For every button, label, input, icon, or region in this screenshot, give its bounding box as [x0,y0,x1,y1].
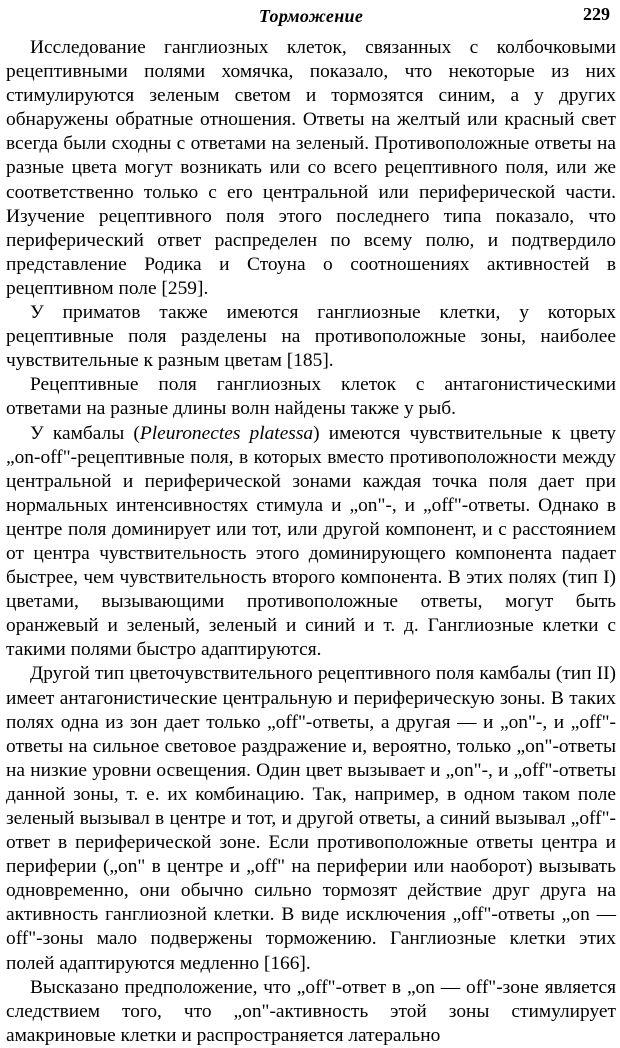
species-name: Pleuronectes platessa [139,422,314,444]
paragraph-flounder-type-2: Другой тип цветочувствительного рецептивного поля камбалы (тип II) имеет антагонистические центральную и периферическую зоны. В таких полях одна из зон дает только „off"-ответы, а другая — и „on"-, и „off"-ответы на сильное световое раздражение и, вероятно, только „on"-ответы на низкие уровни освещения. Один цвет вызывает и „on"-, и „off"-ответы данной зоны, т. е. их комбинацию. Так, например, в одном таком поле зеленый вызывал в центре и тот, и другой ответы, а синий вызывал „off"-ответ в периферической зоне. Если противоположные ответы центра и периферии („on" в центре и „off" на периферии или наоборот) вызывать одновременно, они обычно сильно тормозят действие друг друга на активность ганглиозной клетки. В виде исключения „off"-ответы „on — off"-зоны мало подвержены торможению. Ганглиозные клетки этих полей адаптируются медленно [166]. [6,663,616,974]
running-title: Торможение [258,6,364,26]
paragraph-segment: У камбалы ( [30,422,140,444]
body-text [6,36,616,1048]
paragraph-primates: У приматов также имеются ганглиозные клетки, у которых рецептивные поля разделены на противоположные зоны, наиболее чувствительные к разным цветам [185]. [6,302,616,372]
page-number: 229 [583,4,610,24]
paragraph-hamster-ganglion-cells: Исследование ганглиозных клеток, связанных с колбочковыми рецептивными полями хомячка, показало, что некоторые из них стимулируются зеленым светом и тормозятся синим, а у других обнаружены обратные отношения. Ответы на желтый или красный свет всегда были сходны с ответами на зеленый. Противоположные ответы на разные цвета могут возникать или со всего рецептивного поля, или же соответственно только с его центральной или периферической части. Изучение рецептивного поля этого последнего типа показало, что периферический ответ распределен по всему полю, и подтвердило представление Родика и Стоуна о соотношениях активностей в рецептивном поле [259]. [6,37,616,299]
running-header [6,0,616,30]
paragraph-flounder-type-1 [6,422,616,663]
paragraph-fish: Рецептивные поля ганглиозных клеток с антагонистическими ответами на разные длины волн найдены также у рыб. [6,374,616,420]
paragraph-hypothesis: Высказано предположение, что „off"-ответ в „on — off"-зоне является следствием того, что „on"-активность этой зоны стимулирует амакриновые клетки и распространяется латерально [6,976,616,1046]
paragraph-segment: ) имеются чувствительные к цвету „on-off"-рецептивные поля, в которых вместо противоположности между центральной и периферической зонами каждая точка поля дает при нормальных интенсивностях стимула и „on"-, и „off"-ответы. Однако в центре поля доминирует или тот, или другой компонент, и с расстоянием от центра чувствительность этого доминирующего компонента падает быстрее, чем чувствительность второго компонента. В этих полях (тип I) цветами, вызывающими противоположные ответы, могут быть оранжевый и зеленый, зеленый и синий и т. д. Ганглиозные клетки с такими полями быстро адаптируются. [6,422,616,661]
